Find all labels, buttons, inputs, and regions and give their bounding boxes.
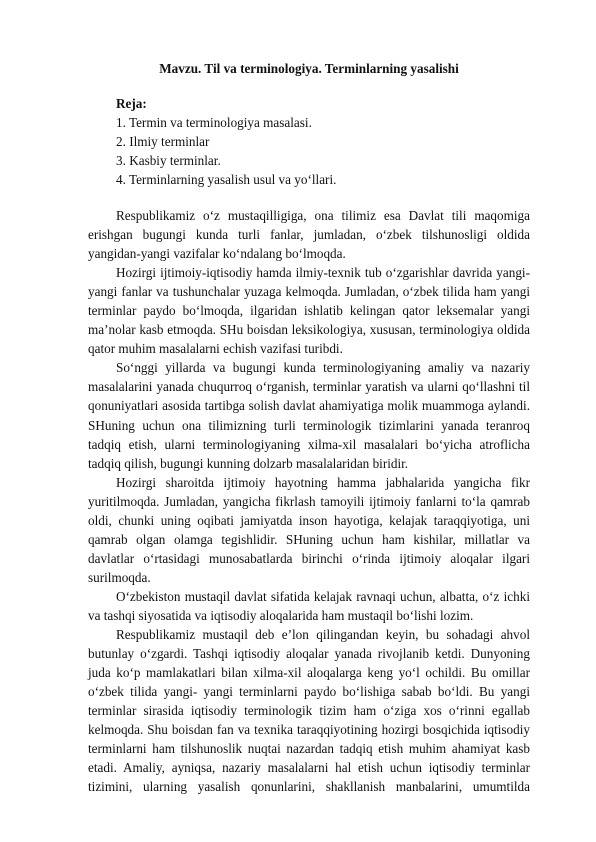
plan-list (116, 113, 530, 189)
paragraph: So‘nggi yillarda va bugungi kunda terminologiyaning amaliy va nazariy masalalarini yanada chuqurroq o‘rganish, terminlar yaratish va ularni qo‘llashni til qonuniyatlari asosida tartibga solish davlat ahamiyatiga molik muammoga aylandi. SHuning uchun ona tilimizning turli terminologik tizimlarini yanada teranroq tadqiq etish, ularni terminologiyaning xilma-xil masalalari bo‘yicha atroflicha tadqiq qilish, bugungi kunning dolzarb masalalaridan biridir. (88, 360, 530, 471)
paragraph: Respublikamiz mustaqil deb e’lon qilingandan keyin, bu sohadagi ahvol butunlay o‘zgardi. Tashqi iqtisodiy aloqalar yanada rivojlanib ketdi. Dunyoning juda ko‘p mamlakatlari bilan xilma-xil aloqalarga keng yo‘l ochildi. Bu omillar o‘zbek tilida yangi- yangi terminlarni paydo bo‘lishiga sabab bo‘ldi. Bu yangi terminlar sirasida iqtisodiy terminologik tizim ham o‘ziga xos o‘rinni egallab kelmoqda. Shu boisdan fan va texnika taraqqiyotining hozirgi bosqichida iqtisodiy terminlarni ham tilshunoslik nuqtai nazardan tadqiq etish muhim ahamiyat kasb etadi. Amaliy, ayniqsa, nazariy masalalarni hal etish uchun iqtisodiy terminlar tizimini, ularning yasalish qonunlarini, shakllanish manbalarini, umumtilda (88, 627, 530, 795)
paragraph: Respublikamiz o‘z mustaqilligiga, ona tilimiz esa Davlat tili maqomiga erishgan bugungi kunda turli fanlar, jumladan, o‘zbek tilshunosligi oldida yangidan-yangi vazifalar ko‘ndalang bo‘lmoqda. (88, 208, 530, 262)
paragraph: Hozirgi sharoitda ijtimoiy hayotning hamma jabhalarida yangicha fikr yuritilmoqda. Jumladan, yangicha fikrlash tamoyili ijtimoiy fanlarni to‘la qamrab oldi, chunki uning oqibati jamiyatda inson hayotiga, kelajak taraqqiyotiga, uni qamrab olgan olamga tegishlidir. SHuning uchun ham kishilar, millatlar va davlatlar o‘rtasidagi munosabatlarda birinchi o‘rinda ijtimoiy aloqalar ilgari surilmoqda. (88, 474, 530, 585)
plan-heading: Reja: (116, 96, 147, 111)
body-text (88, 206, 530, 796)
plan-item: 3. Kasbiy terminlar. (116, 153, 221, 168)
document-title: Mavzu. Til va terminologiya. Terminlarning yasalishi (159, 61, 459, 76)
paragraph: Hozirgi ijtimoiy-iqtisodiy hamda ilmiy-texnik tub o‘zgarishlar davrida yangi-yangi fanlar va tushunchalar yuzaga kelmoqda. Jumladan, o‘zbek tilida ham yangi terminlar paydo bo‘lmoqda, ilgaridan ishlatib kelingan qator leksemalar yangi ma’nolar kasb etmoqda. SHu boisdan leksikologiya, xususan, terminologiya oldida qator muhim masalalarni echish vazifasi turibdi. (88, 265, 530, 357)
paragraph: O‘zbekiston mustaqil davlat sifatida kelajak ravnaqi uchun, albatta, o‘z ichki va tashqi siyosatida va iqtisodiy aloqalarida ham mustaqil bo‘lishi lozim. (88, 588, 530, 623)
plan-item: 4. Terminlarning yasalish usul va yo‘llari. (116, 172, 337, 187)
plan-section (116, 94, 530, 189)
plan-item: 1. Termin va terminologiya masalasi. (116, 115, 312, 130)
plan-item: 2. Ilmiy terminlar (116, 134, 210, 149)
document-page (88, 0, 530, 842)
